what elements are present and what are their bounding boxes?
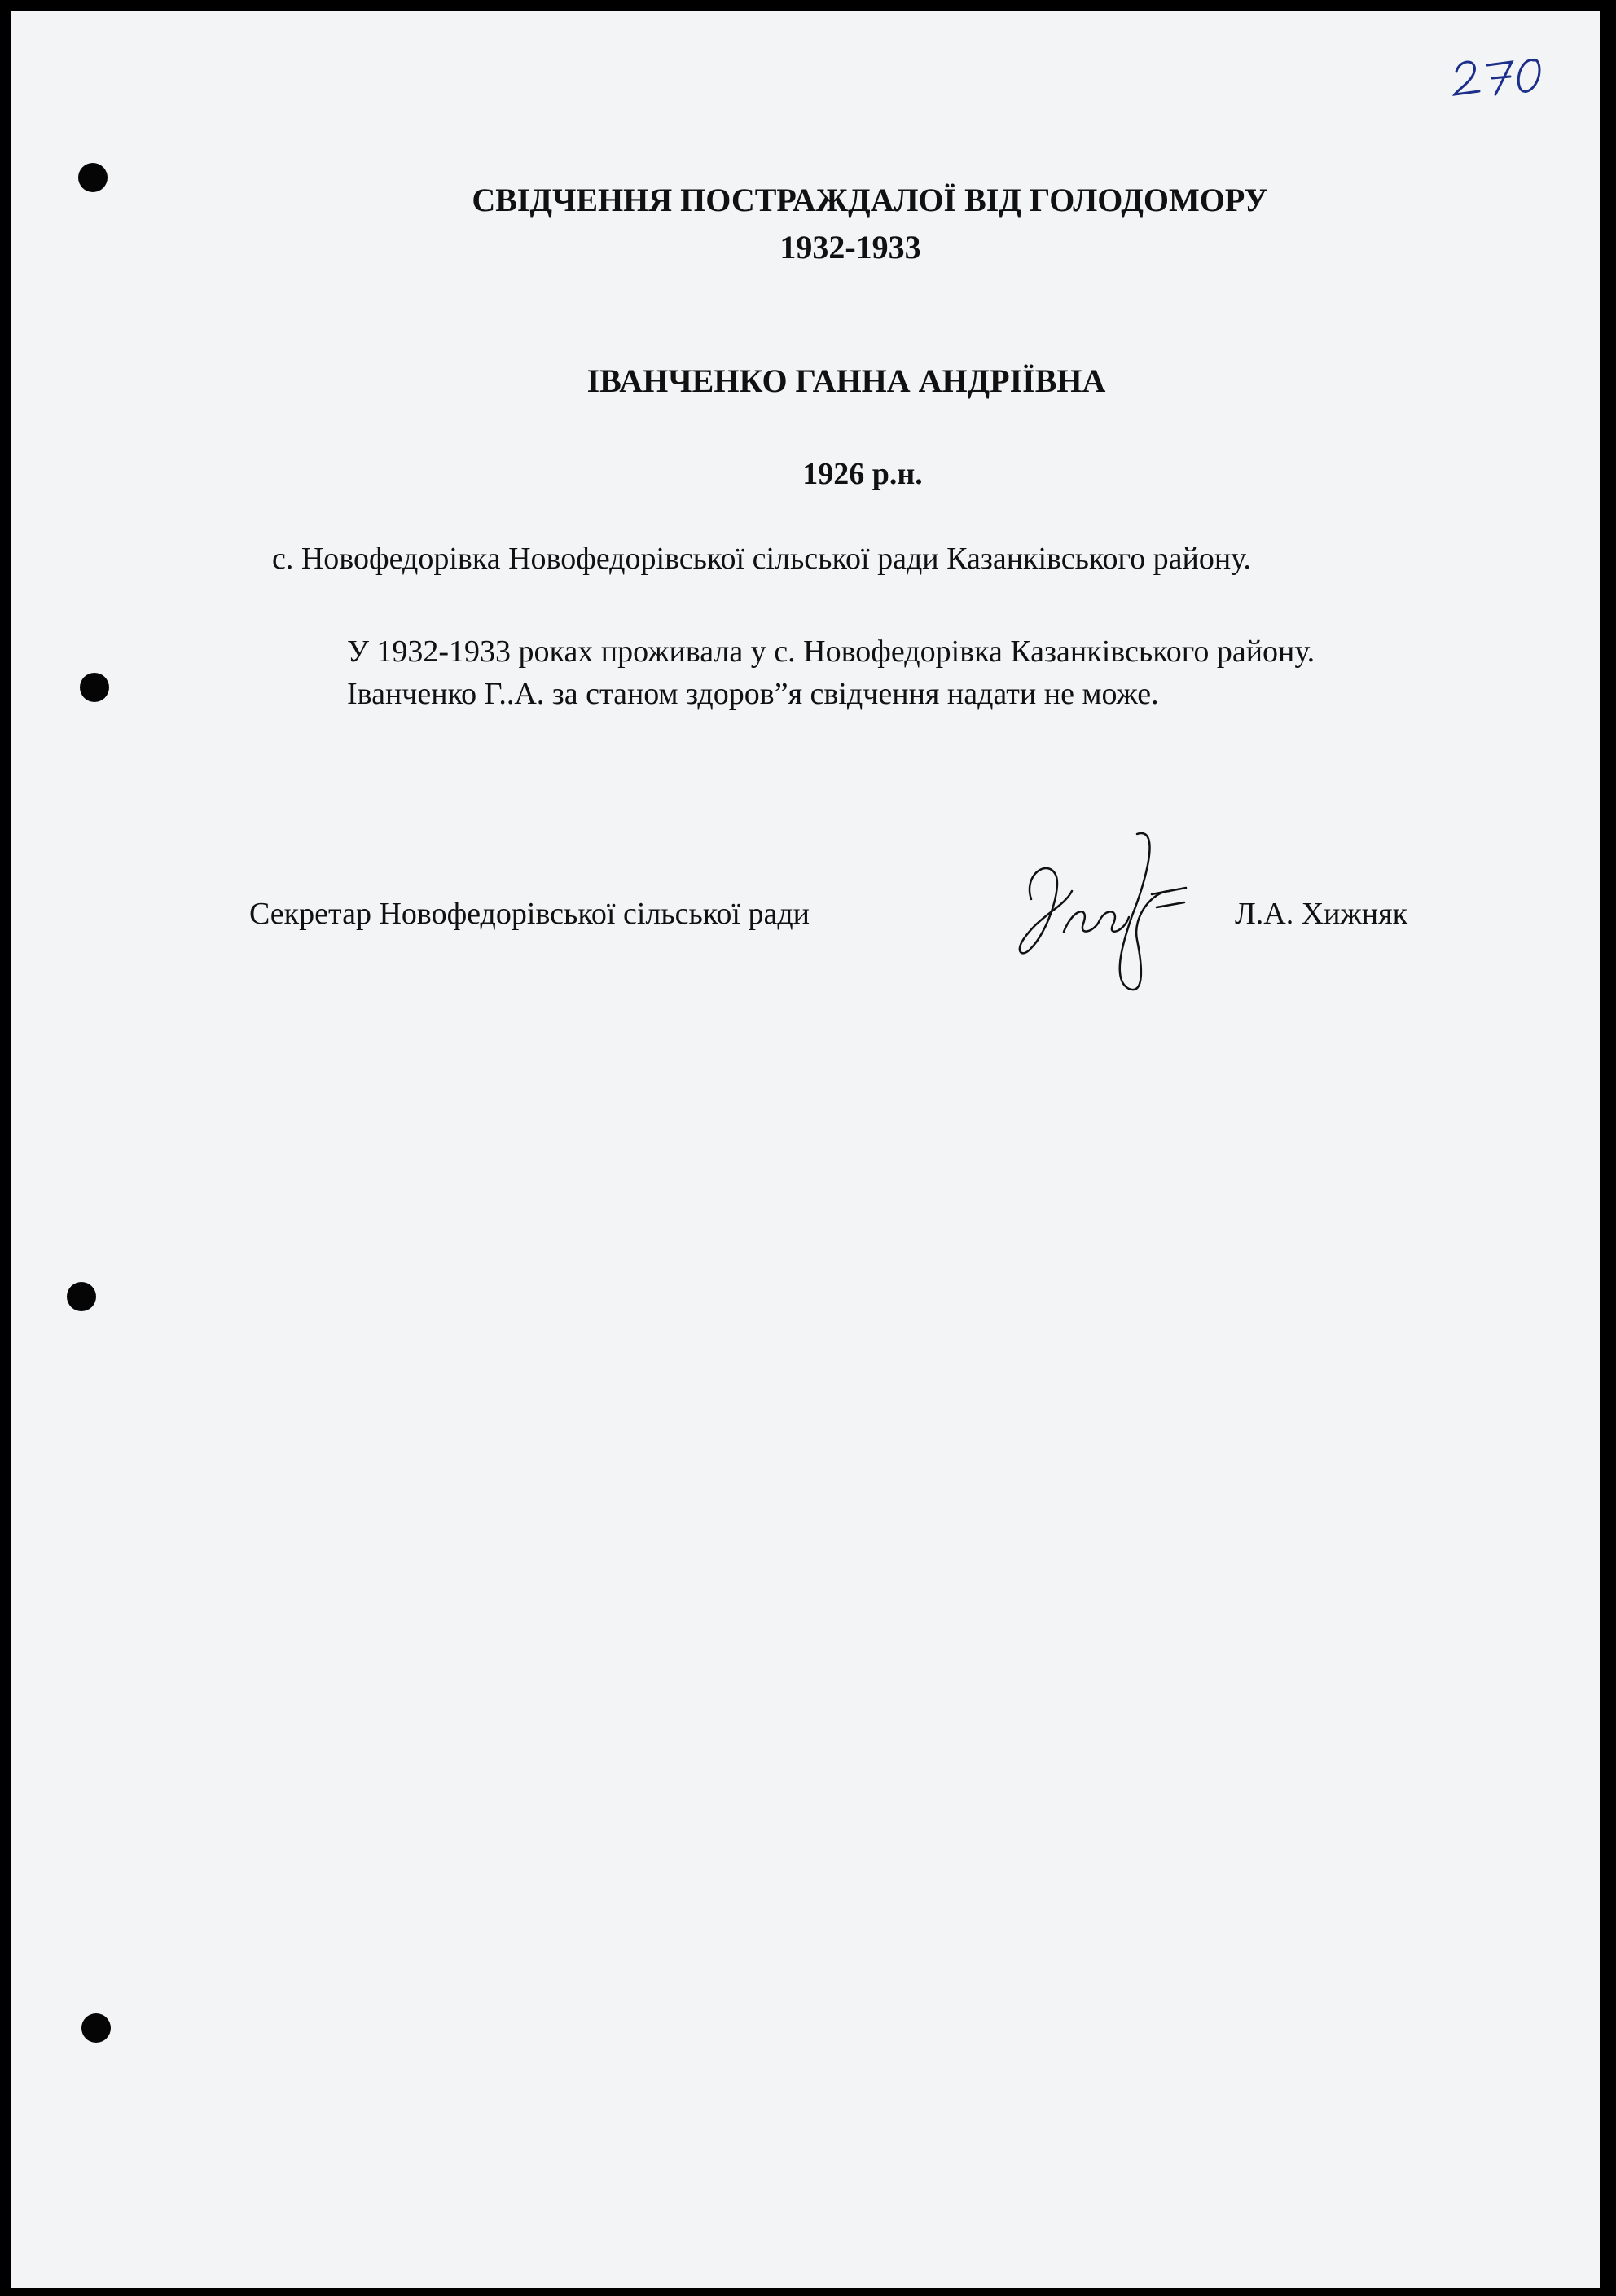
punch-hole bbox=[81, 2013, 111, 2043]
document-title: СВІДЧЕННЯ ПОСТРАЖДАЛОЇ ВІД ГОЛОДОМОРУ bbox=[472, 182, 1268, 218]
punch-hole bbox=[67, 1282, 96, 1311]
punch-hole bbox=[80, 673, 109, 702]
witness-address: с. Новофедорівка Новофедорівської сільської ради Казанківського району. bbox=[272, 542, 1251, 576]
birth-year: 1926 р.н. bbox=[802, 457, 923, 491]
handwritten-page-number-icon bbox=[1445, 41, 1551, 106]
testimony-body bbox=[249, 630, 1438, 715]
handwritten-signature bbox=[999, 810, 1194, 1005]
document-title-years: 1932-1933 bbox=[779, 229, 921, 266]
witness-name: ІВАНЧЕНКО ГАННА АНДРІЇВНА bbox=[586, 362, 1106, 399]
signatory-name: Л.А. Хижняк bbox=[1235, 897, 1408, 931]
signature-block bbox=[249, 883, 1471, 1046]
handwritten-page-number bbox=[1445, 41, 1551, 106]
signatory-position: Секретар Новофедорівської сільської ради bbox=[249, 897, 810, 931]
testimony-paragraph: Іванченко Г..А. за станом здоров”я свідчення надати не може. bbox=[347, 677, 1159, 711]
testimony-paragraph: У 1932-1933 роках проживала у с. Новофедорівка Казанківського району. bbox=[347, 634, 1315, 669]
document-page bbox=[11, 11, 1600, 2288]
signature-icon bbox=[999, 810, 1194, 1005]
